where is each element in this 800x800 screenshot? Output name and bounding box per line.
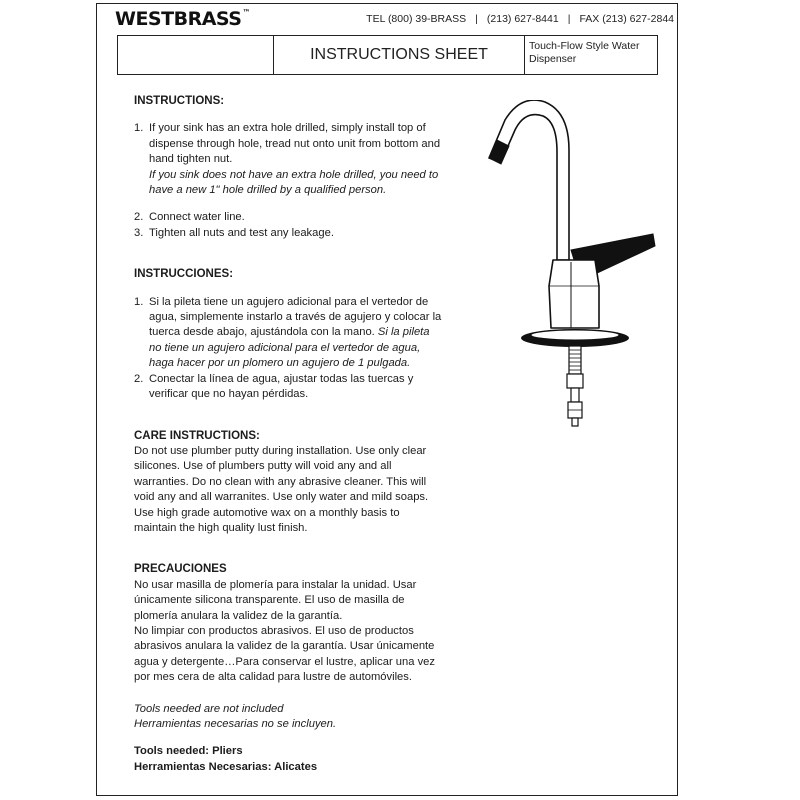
faucet-icon [483, 100, 663, 435]
tools-note-es: Herramientas necesarias no se incluyen. [134, 718, 337, 730]
instrucciones-heading: INSTRUCCIONES: [134, 268, 234, 281]
list-item: 2. Conectar la línea de agua, ajustar todas las tuercas y verificar que no hayan pérdidas. [134, 372, 414, 401]
tools-note-en: Tools needed are not included [134, 702, 284, 715]
instructions-list [134, 121, 444, 241]
blank-cell [118, 36, 274, 74]
instructions-heading: INSTRUCTIONS: [134, 95, 225, 107]
list-item: 1. If your sink has an extra hole drilled, simply install top of dispense through hole, tread nut onto unit from bottom and hand tighten nut. If you sink does not have an extra hole drilled, you need to have a new 1" hole drilled by a qualified person. [134, 122, 441, 197]
tools-needed-es: Herramientas Necesarias: Alicates [134, 760, 318, 773]
precauciones-heading: PRECAUCIONES [134, 563, 227, 576]
phone-number: TEL (800) 39-BRASS [366, 13, 467, 25]
precauciones-text-2: No limpiar con productos abrasivos. El uso de productos abrasivos anulara la validez de la garantía. Usar únicamente agua y detergente…Para conservar el lustre, aplicar una vez por mes cera de alta calidad para lustre de automóviles. [134, 624, 435, 684]
top-bar [97, 4, 677, 36]
phone-number-2: (213) 627-8441 [486, 13, 559, 25]
page-title: INSTRUCTIONS SHEET [274, 36, 525, 74]
care-text: Do not use plumber putty during installation. Use only clear silicones. Use of plumbers putty will void any and all warranties. Do no clean with any abrasive cleaner. This will void any and all warranites. Use only water and mild soaps. Use high grade automotive wax on a monthly basis to maintain the high quality lust finish. [134, 444, 429, 534]
contact-info: TEL (800) 39-BRASS | (213) 627-8441 | FAX (213) 627-2844 [366, 13, 674, 25]
list-item: 2. Connect water line. [134, 211, 245, 224]
brand-logo: WESTBRASS™ [115, 8, 250, 30]
precauciones-text-1: No usar masilla de plomería para instalar la unidad. Usar únicamente silicona transparente. El uso de masilla de plomería anulara la validez de la garantía. [134, 578, 417, 622]
care-heading: CARE INSTRUCTIONS: [134, 429, 260, 442]
list-item: 3. Tighten all nuts and test any leakage. [134, 226, 334, 239]
fax-number: FAX (213) 627-2844 [579, 13, 674, 25]
tools-needed-en: Tools needed: Pliers [134, 745, 243, 758]
title-row [117, 35, 658, 75]
product-name: Touch-Flow Style Water Dispenser [529, 40, 640, 65]
instrucciones-list [134, 295, 444, 403]
instructions-body [134, 94, 444, 775]
list-item: 1. Si la pileta tiene un agujero adicional para el vertedor de agua, simplemente instarlo a través de agujero y colocar la tuerca desde abajo, ajustándola con la mano. Si la pileta no tiene un agujero adicional para el vertedor de agua, haga hacer por un plomero un agujero de 1 pulgada. [134, 295, 442, 370]
